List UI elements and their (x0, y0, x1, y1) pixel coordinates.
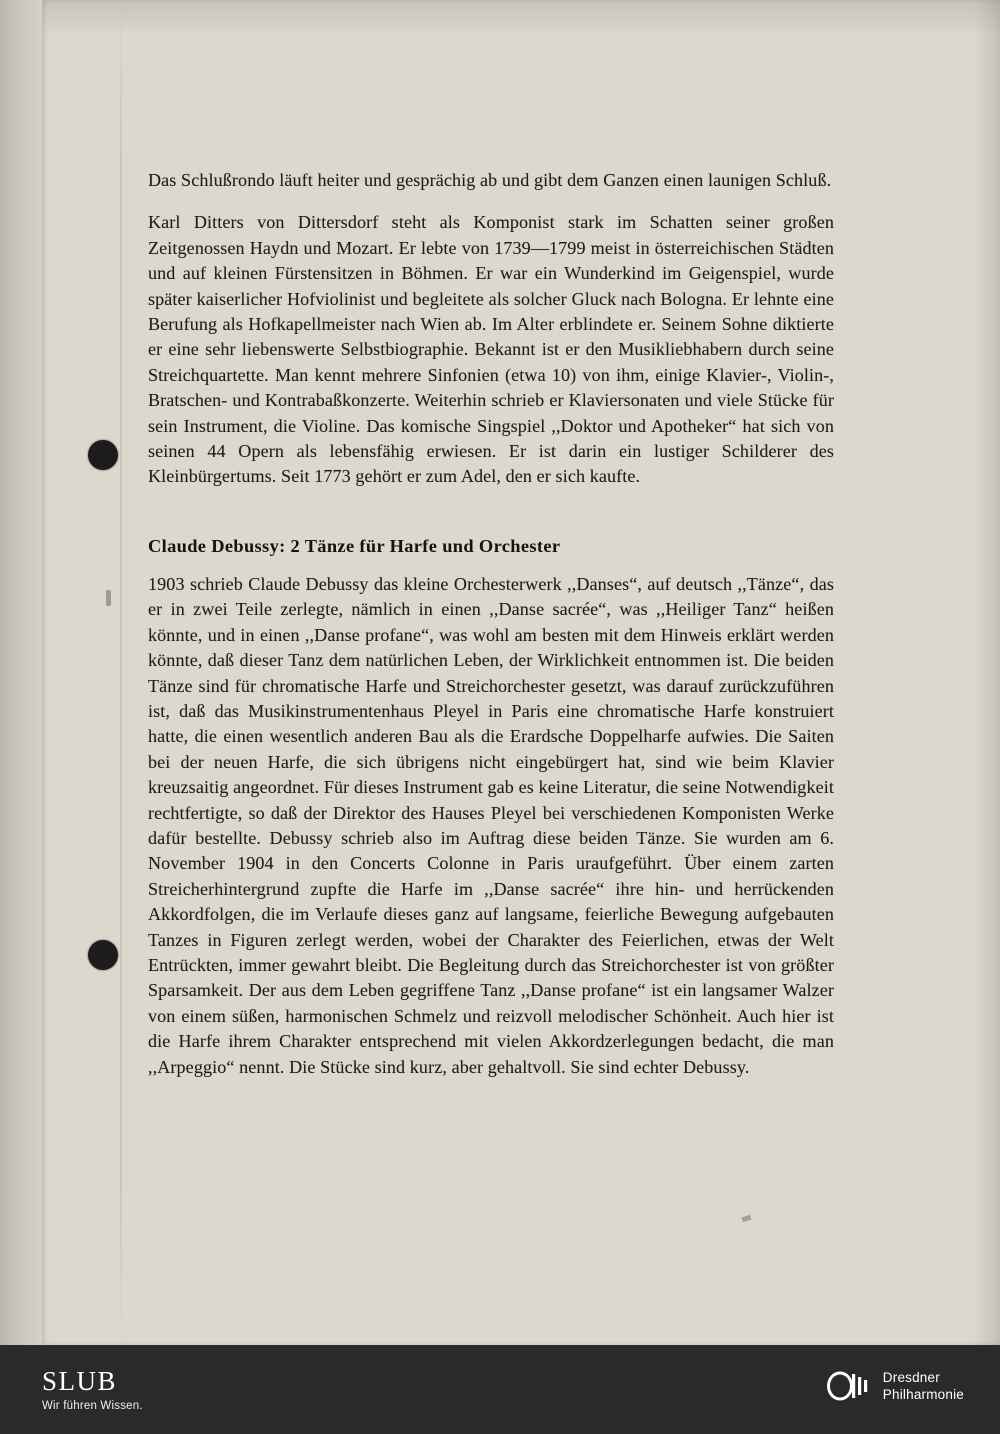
page-fold-line (120, 0, 122, 1345)
slub-logo (42, 1367, 143, 1412)
philharmonie-line-1: Dresdner (882, 1370, 940, 1385)
punch-hole-top (88, 440, 118, 470)
paragraph: Karl Ditters von Dittersdorf steht als Komponist stark im Schatten seiner großen Zeitgenossen Haydn und Mozart. Er lebte von 1739—1799 meist in österreichischen Städten und auf kleinen Fürstensitzen in Böhmen. Er war ein Wunderkind im Geigenspiel, wurde später kaiserlicher Hofviolinist und begleitete als solcher Gluck nach Bologna. Er lehnte eine Berufung als Hofkapellmeister nach Wien ab. Im Alter erblindete er. Seinem Sohne diktierte er eine sehr liebenswerte Selbstbiographie. Bekannt ist er den Musikliebhabern durch seine Streichquartette. Man kennt mehrere Sinfonien (etwa 10) von ihm, einige Klavier-, Violin-, Bratschen- und Kontrabaßkonzerte. Weiterhin schrieb er Klaviersonaten und viele Stücke für sein Instrument, die Violine. Das komische Singspiel ,,Doktor und Apotheker“ hat sich von seinen 44 Opern als lebensfähig erwiesen. Er ist darin ein lustiger Schilderer des Kleinbürgertums. Seit 1773 gehört er zum Adel, den er sich kaufte. (148, 212, 834, 487)
philharmonie-line-2: Philharmonie (882, 1387, 964, 1402)
paragraph: Das Schlußrondo läuft heiter und gesprächig ab und gibt dem Ganzen einen launigen Schluß. (148, 170, 832, 190)
paragraph: 1903 schrieb Claude Debussy das kleine Orchesterwerk ,,Danses“, auf deutsch ,,Tänze“, das er in zwei Teile zerlegte, nämlich in einen ,,Danse sacrée“, was ,,Heiliger Tanz“ heißen könnte, und in einen ,,Danse profane“, was wohl am besten mit dem Hinweis erklärt werden könnte, daß dieser Tanz dem natürlichen Leben, der Wirklichkeit entnommen ist. Die beiden Tänze sind für chromatische Harfe und Streichorchester gesetzt, was darauf zurückzuführen ist, daß das Musikinstrumentenhaus Pleyel in Paris eine chromatische Harfe konstruiert hatte, die einen wesentlich anderen Bau als die Erardsche Doppelharfe aufwies. Die Saiten bei der neuen Harfe, die sich übrigens nicht eingebürgert hat, sind wie beim Klavier kreuzsaitig angeordnet. Für dieses Instrument gab es keine Literatur, die seine Notwendigkeit rechtfertigte, so daß der Direktor des Hauses Pleyel bei verschiedenen Komponisten Werke dafür bestellte. Debussy schrieb also im Auftrag diese beiden Tänze. Sie wurden am 6. November 1904 in den Concerts Colonne in Paris uraufgeführt. Über einem zarten Streicherhintergrund zupfte die Harfe im ,,Danse sacrée“ ihre hin- und herrückenden Akkordfolgen, die im Verlaufe dieses ganz auf langsame, feierliche Bewegung aufgebauten Tanzes in Figuren zerlegt werden, wobei der Charakter des Feierlichen, etwas der Welt Entrückten, immer gewahrt bleibt. Die Begleitung durch das Streichorchester ist von größter Sparsamkeit. Der aus dem Leben gegriffene Tanz ,,Danse profane“ ist ein langsamer Walzer von einem süßen, harmonischen Schmelz und reizvoll melodischer Schönheit. Auch hier ist die Harfe ihrem Charakter entsprechend mit vielen Akkordzerlegungen bedacht, die man ,,Arpeggio“ nennt. Die Stücke sind kurz, aber gehaltvoll. Sie sind echter Debussy. (148, 573, 834, 1077)
page-top-shadow (42, 0, 1000, 36)
philharmonie-wordmark (883, 1369, 964, 1403)
footer-bar (0, 1345, 1000, 1434)
page-text-column (148, 168, 834, 1080)
punch-hole-bottom (88, 940, 118, 970)
slub-wordmark: SLUB (42, 1366, 118, 1396)
dresdner-philharmonie-logo (827, 1369, 964, 1403)
page-left-edge (0, 0, 42, 1345)
section-heading: Claude Debussy: 2 Tänze für Harfe und Orchester (148, 535, 561, 556)
margin-mark (106, 590, 111, 606)
philharmonie-mark-icon (827, 1369, 871, 1403)
page-right-shadow (974, 0, 1000, 1345)
slub-tagline: Wir führen Wissen. (42, 1400, 143, 1412)
